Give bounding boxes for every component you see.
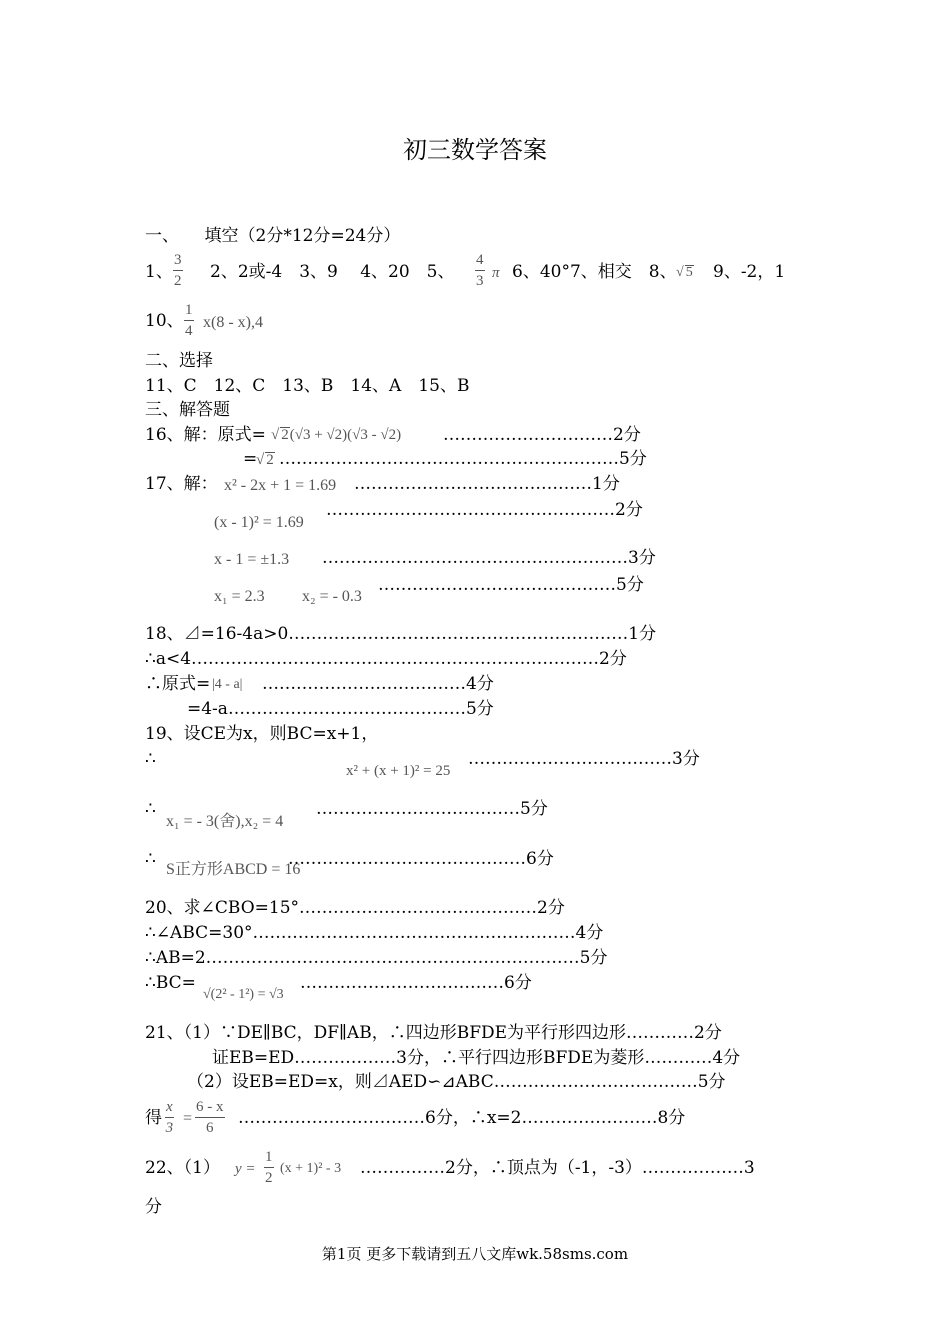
q21-line-2: 证EB=ED………………3分，∴平行四边形BFDE为菱形…………4分: [212, 1048, 741, 1068]
q16-sqrt2: √ 2: [256, 452, 274, 468]
q16-label: 16、解：原式=: [145, 425, 266, 445]
answers-2-5: 2、2或-4 3、9 4、20 5、: [210, 262, 455, 282]
q17-label: 17、解：: [145, 474, 218, 494]
q18-line-2: ∴a<4………………………………………………………………2分: [145, 649, 627, 669]
q17-score-1: ……………………………………1分: [354, 474, 620, 494]
q19-score-1: ………………………………3分: [468, 749, 700, 769]
section-answer: 三、解答题: [145, 400, 230, 420]
fraction-denominator: 3: [476, 273, 484, 289]
q17-eq-1: x² - 2x + 1 = 1.69: [224, 477, 337, 494]
radicand: 2: [281, 427, 289, 443]
fraction-1-2: [264, 1150, 274, 1186]
answer-9: 9、-2，1: [713, 262, 786, 282]
fraction-1-4: [184, 303, 194, 339]
q22-line-1-label: 22、（1）: [145, 1158, 220, 1178]
answers-6-8: 6、40°7、相交 8、: [512, 262, 677, 282]
therefore-symbol: ∴: [145, 799, 156, 819]
q19-score-3: ……………………………………6分: [288, 849, 554, 869]
answer-10-expr: x(8 - x),4: [203, 314, 263, 331]
fraction-denominator: 6: [206, 1120, 214, 1136]
q17-score-3: ………………………………………………3分: [322, 548, 656, 568]
q16-expr: √ 2(√3 + √2)(√3 - √2): [271, 427, 402, 443]
fraction-3-2: [173, 253, 183, 289]
equals-sign: =: [183, 1110, 193, 1127]
fraction-denominator: 3: [165, 1120, 174, 1136]
fraction-6-minus-x-6: [195, 1100, 225, 1136]
q18-line-4: =4-a……………………………………5分: [187, 699, 494, 719]
fraction-numerator: 6 - x: [195, 1100, 225, 1118]
q18-score-3: ………………………………4分: [262, 674, 494, 694]
fraction-denominator: 2: [265, 1170, 273, 1186]
q17-root-1: x₁ = 2.3: [214, 588, 265, 605]
q22-line-2: 分: [145, 1197, 162, 1217]
radicand: 2: [266, 452, 274, 468]
q21-score-4: ……………………………6分，∴x=2……………………8分: [238, 1108, 686, 1128]
q21-line-3: （2）设EB=ED=x，则⊿AED∽⊿ABC………………………………5分: [187, 1072, 726, 1092]
answer-10-label: 10、: [145, 311, 184, 331]
therefore-symbol: ∴: [145, 849, 156, 869]
q19-line-1: 19、设CE为x，则BC=x+1，: [145, 724, 379, 744]
q20-line-3: ∴AB=2…………………………………………………………5分: [145, 948, 608, 968]
fraction-x-3: [165, 1100, 174, 1136]
q16-expr-rest: (√3 + √2)(√3 - √2): [289, 427, 402, 443]
q17-root-2: x₂ = - 0.3: [302, 588, 362, 605]
choice-answers: 11、C 12、C 13、B 14、A 15、B: [145, 376, 470, 396]
q17-eq-2: (x - 1)² = 1.69: [214, 514, 304, 531]
y-equals: y =: [235, 1161, 256, 1177]
answer-1-label: 1、: [145, 262, 173, 282]
q20-sqrt-expr: √(2² - 1²) = √3: [203, 987, 284, 1002]
fraction-numerator: 4: [475, 253, 485, 271]
q19-area: S正方形ABCD = 16: [166, 861, 301, 878]
q16-score-2: ……………………………………………………5分: [279, 449, 647, 469]
q19-eq-1: x² + (x + 1)² = 25: [346, 763, 451, 779]
section-choice: 二、选择: [145, 351, 213, 371]
fraction-denominator: 4: [185, 323, 193, 339]
q18-line-3: ∴原式=: [145, 674, 211, 694]
fraction-numerator: 1: [184, 303, 194, 321]
therefore-symbol: ∴: [145, 749, 156, 769]
q21-line-4-label: 得: [145, 1108, 162, 1128]
fraction-numerator: x: [165, 1100, 174, 1118]
q16-score-1: …………………………2分: [443, 425, 641, 445]
q19-roots: x₁ = - 3(舍),x₂ = 4: [166, 813, 284, 830]
q19-score-2: ………………………………5分: [316, 799, 548, 819]
q21-line-1: 21、（1）∵DE∥BC，DF∥AB，∴四边形BFDE为平行形四边形…………2分: [145, 1023, 722, 1043]
q20-line-4: ∴BC=: [145, 973, 196, 993]
q18-line-1: 18、⊿=16-4a>0……………………………………………………1分: [145, 624, 657, 644]
q18-abs-expr: |4 - a|: [212, 677, 243, 692]
q20-line-1: 20、求∠CBO=15°……………………………………2分: [145, 898, 565, 918]
q16-equals: =: [243, 449, 258, 469]
fraction-numerator: 1: [264, 1150, 274, 1168]
sqrt-5: √ 5: [676, 265, 693, 280]
q20-score-4: ………………………………6分: [300, 973, 532, 993]
fraction-denominator: 2: [174, 273, 182, 289]
q20-line-2: ∴∠ABC=30°…………………………………………………4分: [145, 923, 604, 943]
q17-score-2: ……………………………………………2分: [326, 500, 643, 520]
page-footer: 第1页 更多下载请到五八文库wk.58sms.com: [321, 1245, 629, 1263]
page-title: 初三数学答案: [403, 136, 547, 164]
q17-eq-3: x - 1 = ±1.3: [214, 551, 290, 568]
q22-expr: (x + 1)² - 3: [280, 1161, 342, 1176]
fraction-4-3: [475, 253, 485, 289]
section-fill-blank: 一、 填空（2分*12分=24分）: [145, 226, 401, 246]
radicand: 5: [685, 265, 693, 280]
q17-score-4: ……………………………………5分: [378, 575, 644, 595]
pi-symbol: π: [492, 265, 500, 281]
fraction-numerator: 3: [173, 253, 183, 271]
q22-score: ……………2分，∴顶点为（-1，-3）………………3: [360, 1158, 755, 1178]
